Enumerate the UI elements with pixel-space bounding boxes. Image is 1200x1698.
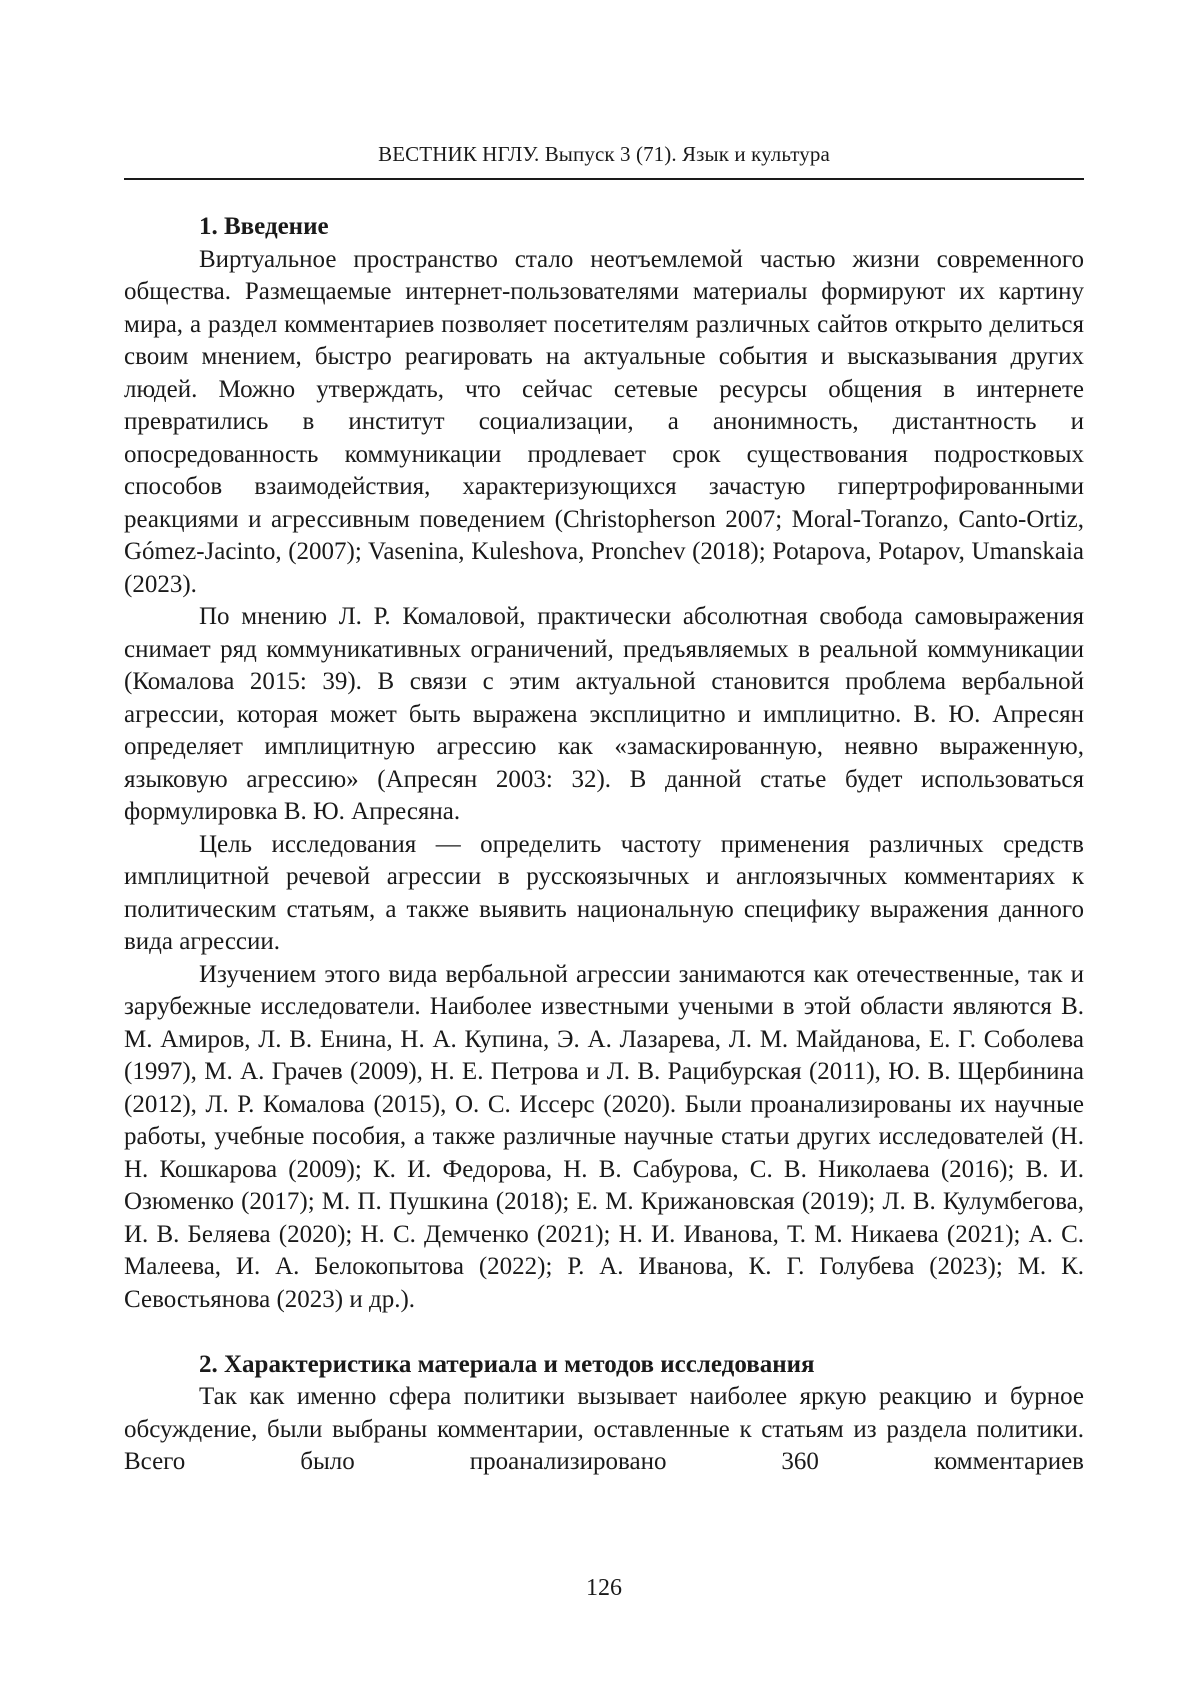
page-number: 126 (124, 1573, 1084, 1603)
section-heading-materials-methods: 2. Характеристика материала и методов исследования (124, 1349, 1084, 1382)
paragraph: Виртуальное пространство стало неотъемлемой частью жизни современ­ного общества. Размещаемые интернет-пользователями материалы формируют их картину мира, а раздел комментариев позволяет посетителям различных сай­тов открыто делиться своим мнением, быстро реагировать на актуальные собы­тия и высказывания других людей. Можно утверждать, что сейчас сетевые ресурсы общения в интернете превратились в институт социализации, а аноним­ность, дистантность и опосредованность коммуникации продлевает срок суще­ствования подростковых способов взаимодействия, характеризующихся зачастую гипертрофированными реакциями и агрессивным поведением (Christopherson 2007; Moral-Toranzo, Canto-Ortiz, Gómez-Jacinto, (2007); Vasenina, Kuleshova, Pronchev (2018); Potapova, Potapov, Umanskaia (2023). (124, 244, 1084, 602)
paragraph: Изучением этого вида вербальной агрессии занимаются как отечествен­ные, так и зарубежные исследователи. Наиболее известными учеными в этой области являются В. М. Амиров, Л. В. Енина, Н. А. Купина, Э. А. Лазарева, Л. М. Майданова, Е. Г. Соболева (1997), М. А. Грачев (2009), Н. Е. Петрова и Л. В. Рацибурская (2011), Ю. В. Щербинина (2012), Л. Р. Комалова (2015), О. С. Иссерс (2020). Были проанализированы их научные работы, учебные пособия, а также различные научные статьи других исследователей (Н. Н. Кош­карова (2009); К. И. Федорова, Н. В. Сабурова, С. В. Николаева (2016); В. И. Озюменко (2017); М. П. Пушкина (2018); Е. М. Крижановская (2019); Л. В. Кулумбегова, И. В. Беляева (2020); Н. С. Демченко (2021); Н. И. Иванова, Т. М. Никаева (2021); А. С. Малеева, И. А. Белокопытова (2022); Р. А. Иванова, К. Г. Голубева (2023); М. К. Севостьянова (2023) и др.). (124, 959, 1084, 1317)
article-body (124, 211, 1084, 1479)
header-rule (124, 178, 1084, 180)
running-header: ВЕСТНИК НГЛУ. Выпуск 3 (71). Язык и культура (124, 140, 1084, 168)
paragraph: Цель исследования — определить частоту применения различных средств имплицитной речевой агрессии в русскоязычных и англоязычных ком­ментариях к политическим статьям, а также выявить национальную специфику выражения данного вида агрессии. (124, 829, 1084, 959)
section-heading-introduction: 1. Введение (124, 211, 1084, 244)
paragraph: По мнению Л. Р. Комаловой, практически абсолютная свобода самовы­ражения снимает ряд коммуникативных ограничений, предъявляемых в реаль­ной коммуникации (Комалова 2015: 39). В связи с этим актуальной становится проблема вербальной агрессии, которая может быть выражена эксплицитно и имплицитно. В. Ю. Апресян определяет имплицитную агрессию как «замас­кированную, неявно выраженную, языковую агрессию» (Апресян 2003: 32). В данной статье будет использоваться формулировка В. Ю. Апресяна. (124, 601, 1084, 829)
paragraph: Так как именно сфера политики вызывает наиболее яркую реакцию и бурное обсуждение, были выбраны комментарии, оставленные к статьям из раздела политики. Всего было проанализировано 360 комментариев (124, 1381, 1084, 1479)
